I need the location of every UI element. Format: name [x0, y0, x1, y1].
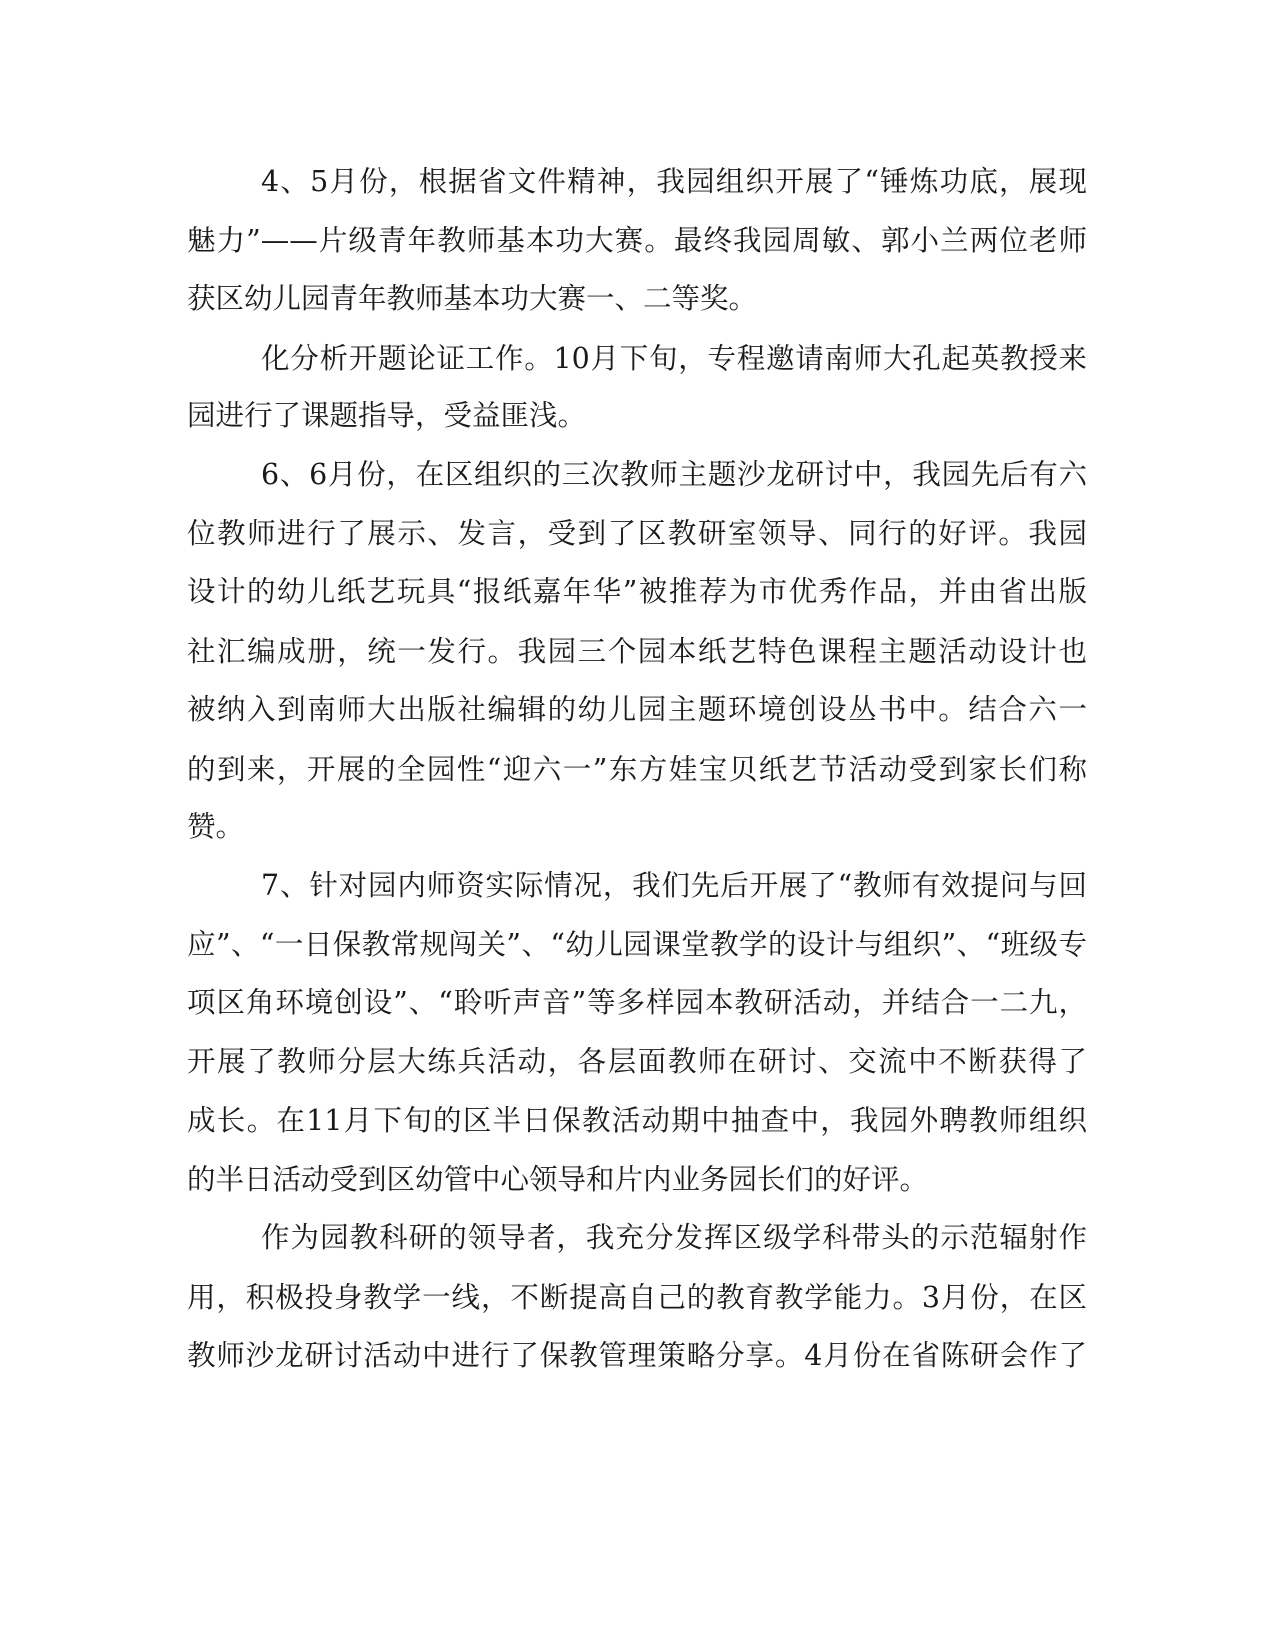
paragraph-5-line-2: 用，积极投身教学一线，不断提高自己的教育教学能力。3月份，在区: [187, 1281, 1087, 1314]
paragraph-3-line-2: 位教师进行了展示、发言，受到了区教研室领导、同行的好评。我园: [187, 517, 1087, 550]
paragraph-3-line-5: 被纳入到南师大出版社编辑的幼儿园主题环境创设丛书中。结合六一: [187, 693, 1087, 726]
paragraph-4-line-5: 成长。在11月下旬的区半日保教活动期中抽查中，我园外聘教师组织: [187, 1104, 1087, 1137]
paragraph-3-line-1: 6、6月份，在区组织的三次教师主题沙龙研讨中，我园先后有六: [261, 458, 1087, 491]
paragraph-2-line-2: 园进行了课题指导，受益匪浅。: [187, 399, 587, 432]
paragraph-3-line-4: 社汇编成册，统一发行。我园三个园本纸艺特色课程主题活动设计也: [187, 635, 1087, 668]
paragraph-2-line-1: 化分析开题论证工作。10月下旬，专程邀请南师大孔起英教授来: [261, 342, 1087, 375]
paragraph-3-line-7: 赞。: [187, 810, 245, 843]
paragraph-5-line-3: 教师沙龙研讨活动中进行了保教管理策略分享。4月份在省陈研会作了: [187, 1339, 1087, 1372]
paragraph-5-line-1: 作为园教科研的领导者，我充分发挥区级学科带头的示范辐射作: [261, 1221, 1087, 1254]
paragraph-1-line-3: 获区幼儿园青年教师基本功大赛一、二等奖。: [187, 282, 758, 315]
paragraph-1-line-1: 4、5月份，根据省文件精神，我园组织开展了“锤炼功底，展现: [261, 165, 1087, 198]
paragraph-4-line-2: 应”、“一日保教常规闯关”、“幼儿园课堂教学的设计与组织”、“班级专: [187, 928, 1087, 961]
paragraph-4-line-6: 的半日活动受到区幼管中心领导和片内业务园长们的好评。: [187, 1163, 929, 1196]
paragraph-4-line-4: 开展了教师分层大练兵活动，各层面教师在研讨、交流中不断获得了: [187, 1045, 1087, 1078]
paragraph-1-line-2: 魅力”——片级青年教师基本功大赛。最终我园周敏、郭小兰两位老师: [187, 224, 1087, 257]
paragraph-4-line-1: 7、针对园内师资实际情况，我们先后开展了“教师有效提问与回: [261, 869, 1087, 902]
paragraph-3-line-3: 设计的幼儿纸艺玩具“报纸嘉年华”被推荐为市优秀作品，并由省出版: [187, 575, 1087, 608]
paragraph-4-line-3: 项区角环境创设”、“聆听声音”等多样园本教研活动，并结合一二九，: [187, 986, 1087, 1019]
paragraph-3-line-6: 的到来，开展的全园性“迎六一”东方娃宝贝纸艺节活动受到家长们称: [187, 753, 1087, 786]
